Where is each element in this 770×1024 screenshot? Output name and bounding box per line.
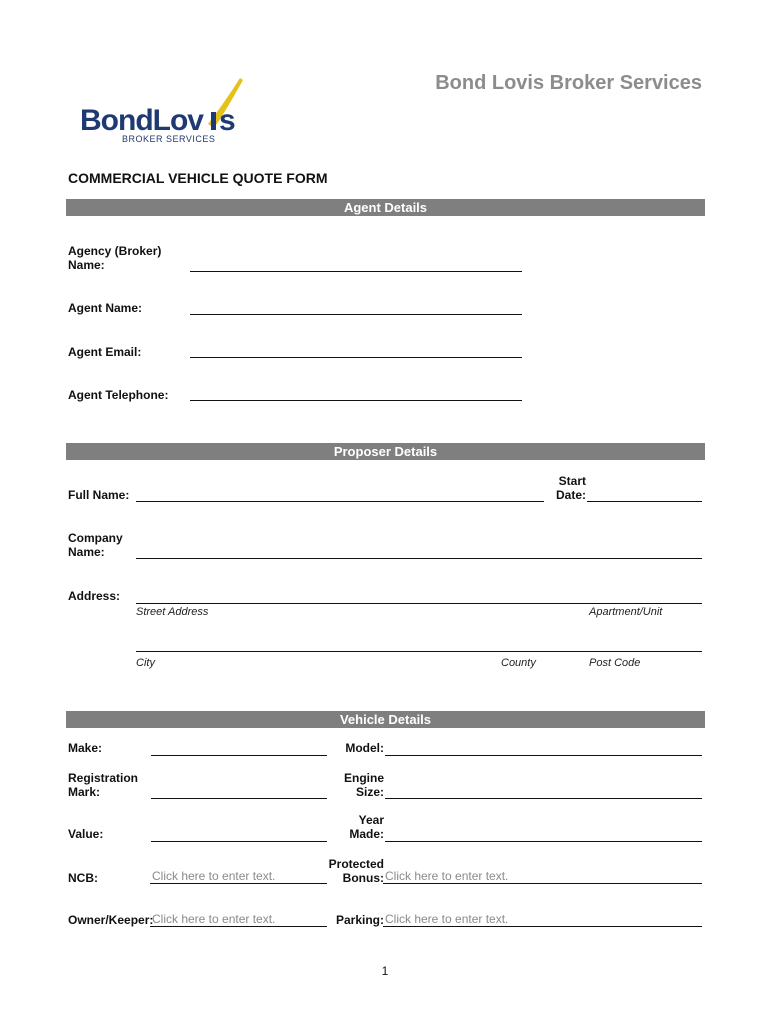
- city-county-postcode-field[interactable]: [136, 651, 702, 652]
- full-name-label: Full Name:: [68, 488, 130, 502]
- proposer-details-heading: Proposer Details: [66, 443, 705, 460]
- street-address-caption: Street Address: [136, 606, 209, 618]
- agent-details-heading: Agent Details: [66, 199, 705, 216]
- bondlovis-logo: [78, 76, 253, 146]
- company-title: Bond Lovis Broker Services: [435, 72, 702, 94]
- company-label-line2: Name:: [68, 545, 105, 559]
- svg-text:BondLov: BondLov: [80, 104, 203, 137]
- registration-label-line2: Mark:: [68, 785, 101, 799]
- county-caption: County: [501, 657, 536, 669]
- parking-field[interactable]: Click here to enter text.: [383, 912, 702, 927]
- agent-email-field[interactable]: [190, 357, 522, 358]
- street-address-field[interactable]: [136, 603, 702, 604]
- parking-label: Parking:: [335, 913, 384, 927]
- form-title: COMMERCIAL VEHICLE QUOTE FORM: [68, 170, 328, 186]
- make-field[interactable]: [151, 755, 327, 756]
- registration-mark-field[interactable]: [151, 798, 327, 799]
- apartment-unit-caption: Apartment/Unit: [589, 606, 663, 618]
- engine-size-label-line1: Engine: [343, 771, 384, 785]
- company-name-field[interactable]: [136, 558, 702, 559]
- year-made-label-line2: Made:: [349, 827, 384, 841]
- post-code-caption: Post Code: [589, 657, 641, 669]
- start-date-label-line1: Start: [558, 474, 586, 488]
- agent-name-label: Agent Name:: [68, 301, 143, 315]
- agent-telephone-field[interactable]: [190, 400, 522, 401]
- address-label: Address:: [68, 589, 121, 603]
- make-label: Make:: [68, 741, 103, 755]
- agent-name-field[interactable]: [190, 314, 522, 315]
- svg-text:BROKER SERVICES: BROKER SERVICES: [122, 134, 216, 144]
- model-field[interactable]: [385, 755, 702, 756]
- start-date-field[interactable]: [587, 501, 702, 502]
- agency-label-line1: Agency (Broker): [68, 244, 162, 258]
- owner-keeper-field[interactable]: Click here to enter text.: [150, 912, 327, 927]
- agent-email-label: Agent Email:: [68, 345, 142, 359]
- protected-bonus-label-line2: Bonus:: [342, 871, 384, 885]
- protected-bonus-label-line1: Protected: [328, 857, 384, 871]
- value-field[interactable]: [151, 841, 327, 842]
- engine-size-label-line2: Size:: [355, 785, 384, 799]
- protected-bonus-field[interactable]: Click here to enter text.: [383, 869, 702, 884]
- year-made-field[interactable]: [385, 841, 702, 842]
- full-name-field[interactable]: [136, 501, 544, 502]
- model-label: Model:: [345, 741, 384, 755]
- agent-telephone-label: Agent Telephone:: [68, 388, 169, 402]
- value-label: Value:: [68, 827, 104, 841]
- year-made-label-line1: Year: [358, 813, 384, 827]
- page-number: 1: [381, 964, 389, 978]
- engine-size-field[interactable]: [385, 798, 702, 799]
- city-caption: City: [136, 657, 155, 669]
- svg-text:s: s: [219, 104, 236, 137]
- ncb-label: NCB:: [68, 871, 98, 885]
- start-date-label-line2: Date:: [555, 488, 586, 502]
- registration-label-line1: Registration: [68, 771, 139, 785]
- vehicle-details-heading: Vehicle Details: [66, 711, 705, 728]
- company-label-line1: Company: [68, 531, 123, 545]
- agency-name-field[interactable]: [190, 271, 522, 272]
- owner-keeper-label: Owner/Keeper:: [68, 913, 154, 927]
- agency-label-line2: Name:: [68, 258, 105, 272]
- ncb-field[interactable]: Click here to enter text.: [150, 869, 327, 884]
